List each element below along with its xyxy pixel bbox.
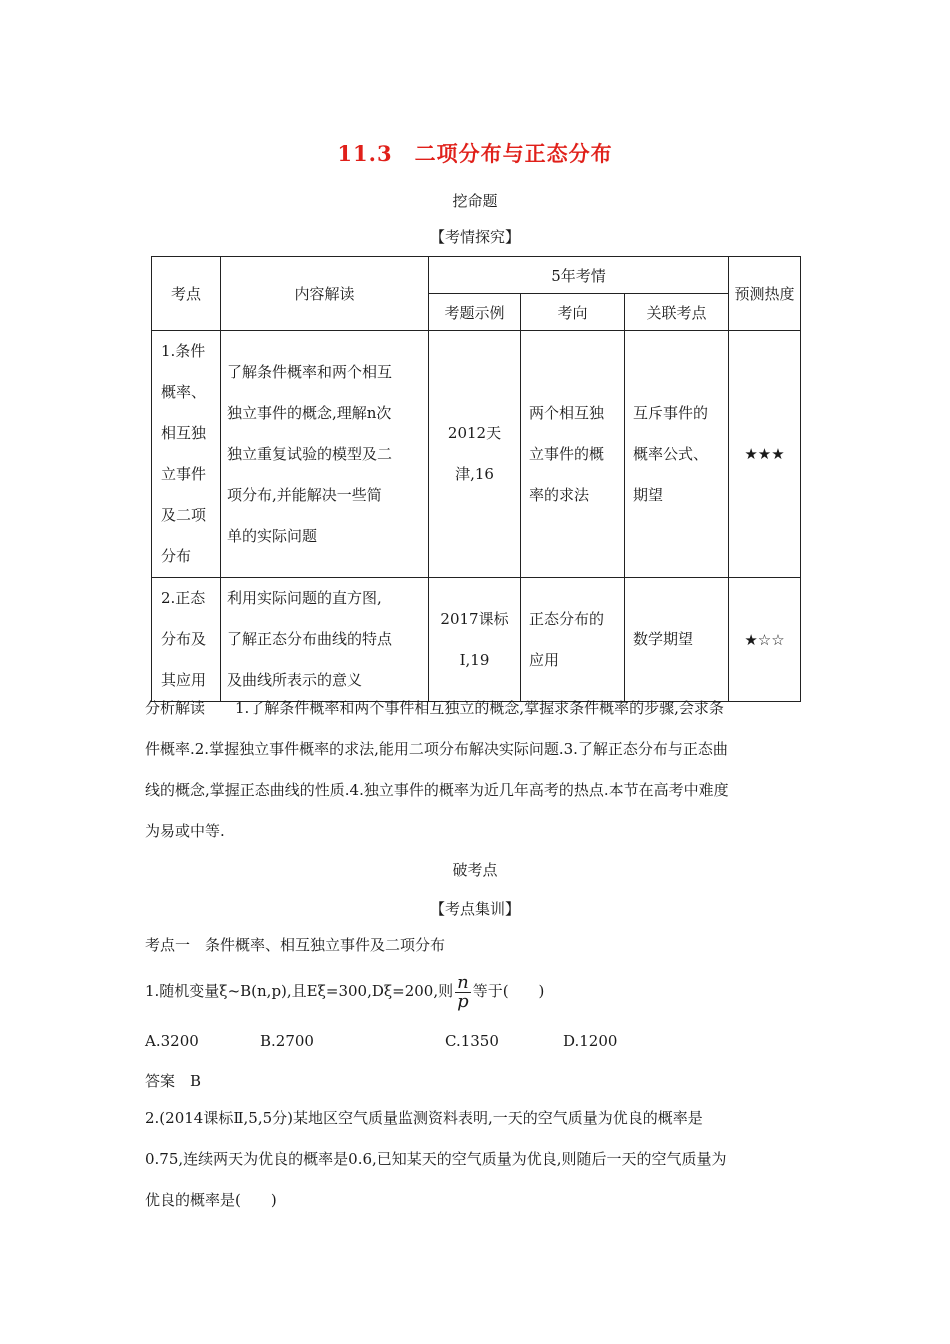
line: 及二项 [161, 506, 207, 524]
row1-point [152, 331, 221, 578]
question-2 [145, 1098, 810, 1221]
line: 互斥事件的 [633, 403, 709, 422]
option-b: B.2700 [260, 1032, 314, 1050]
question-text: 1.随机变量ξ~B(n,p),且Eξ=300,Dξ=200,则 [145, 982, 454, 1000]
line: 概率、 [161, 383, 207, 401]
header-content: 内容解读 [221, 257, 429, 331]
header-five-years: 5年考情 [429, 257, 729, 294]
row1-related [625, 331, 729, 578]
page-title: 11.3 二项分布与正态分布 [337, 141, 613, 166]
line: 2.正态 [161, 589, 206, 607]
line: 利用实际问题的直方图, [227, 589, 382, 607]
line: Ⅰ,19 [459, 650, 490, 669]
option-d: D.1200 [563, 1032, 618, 1050]
line: 项分布,并能解决一些简 [227, 485, 382, 504]
line: 概率公式、 [633, 444, 709, 463]
question-1-stem [145, 970, 544, 1012]
line: 2017课标 [440, 609, 509, 628]
line: 分布 [161, 547, 192, 565]
section-heading-wamingti: 挖命题 [452, 192, 498, 210]
line: 分布及 [161, 630, 207, 648]
question-text-end: 等于( ) [472, 982, 545, 1000]
row1-direction [521, 331, 625, 578]
fraction-n-over-p [455, 971, 471, 1012]
line: 独立重复试验的模型及二 [227, 444, 393, 463]
line: 率的求法 [529, 485, 590, 504]
exam-analysis-table [151, 256, 801, 702]
line: 件概率.2.掌握独立事件概率的求法,能用二项分布解决实际问题.3.了解正态分布与正态曲 [145, 740, 728, 758]
header-related: 关联考点 [625, 294, 729, 331]
line: 立事件的概 [529, 444, 605, 463]
line: 及曲线所表示的意义 [227, 671, 363, 689]
fraction-numerator: n [457, 971, 469, 993]
answer-1: 答案 B [145, 1072, 202, 1090]
line: 了解条件概率和两个相互 [227, 362, 393, 381]
table-row [152, 331, 801, 578]
header-heat: 预测热度 [729, 257, 801, 331]
header-direction: 考向 [521, 294, 625, 331]
line: 单的实际问题 [227, 526, 318, 545]
line: 2.(2014课标Ⅱ,5,5分)某地区空气质量监测资料表明,一天的空气质量为优良的概率是 [145, 1109, 703, 1127]
row2-point [152, 578, 221, 702]
line: 分析解读 1.了解条件概率和两个事件相互独立的概念,掌握求条件概率的步骤,会求条 [145, 699, 724, 717]
analysis-paragraph [145, 688, 810, 852]
line: 为易或中等. [145, 822, 225, 840]
row1-example [429, 331, 521, 578]
line: 独立事件的概念,理解n次 [227, 403, 392, 422]
option-c: C.1350 [445, 1032, 499, 1050]
line: 1.条件 [161, 342, 206, 360]
line: 0.75,连续两天为优良的概率是0.6,已知某天的空气质量为优良,则随后一天的空气质量为 [145, 1150, 727, 1168]
row1-content [221, 331, 429, 578]
line: 数学期望 [633, 630, 694, 648]
option-a: A.3200 [145, 1032, 199, 1050]
subsection-heading-jixun: 【考点集训】 [429, 900, 520, 918]
header-kaodian: 考点 [152, 257, 221, 331]
fraction-denominator: p [457, 990, 469, 1012]
line: 2012天 [447, 424, 502, 442]
row2-heat-stars: ★☆☆ [729, 578, 801, 702]
row2-related [625, 578, 729, 702]
line: 正态分布的 [529, 609, 605, 628]
table-row [152, 578, 801, 702]
line: 相互独 [161, 424, 207, 442]
line: 了解正态分布曲线的特点 [227, 630, 393, 648]
line: 津,16 [455, 465, 494, 483]
section-heading-pokaodian: 破考点 [452, 861, 498, 879]
line: 其应用 [161, 671, 207, 689]
row2-example [429, 578, 521, 702]
line: 应用 [529, 650, 560, 669]
line: 立事件 [161, 465, 207, 483]
header-example: 考题示例 [429, 294, 521, 331]
line: 两个相互独 [529, 403, 605, 422]
subsection-heading-kaoqing: 【考情探究】 [429, 228, 520, 246]
line: 线的概念,掌握正态曲线的性质.4.独立事件的概率为近几年高考的热点.本节在高考中难度 [145, 781, 729, 799]
line: 优良的概率是( ) [145, 1191, 277, 1209]
line: 期望 [633, 485, 664, 504]
kaodian-heading: 考点一 条件概率、相互独立事件及二项分布 [145, 936, 446, 954]
row2-direction [521, 578, 625, 702]
row1-heat-stars: ★★★ [729, 331, 801, 578]
row2-content [221, 578, 429, 702]
